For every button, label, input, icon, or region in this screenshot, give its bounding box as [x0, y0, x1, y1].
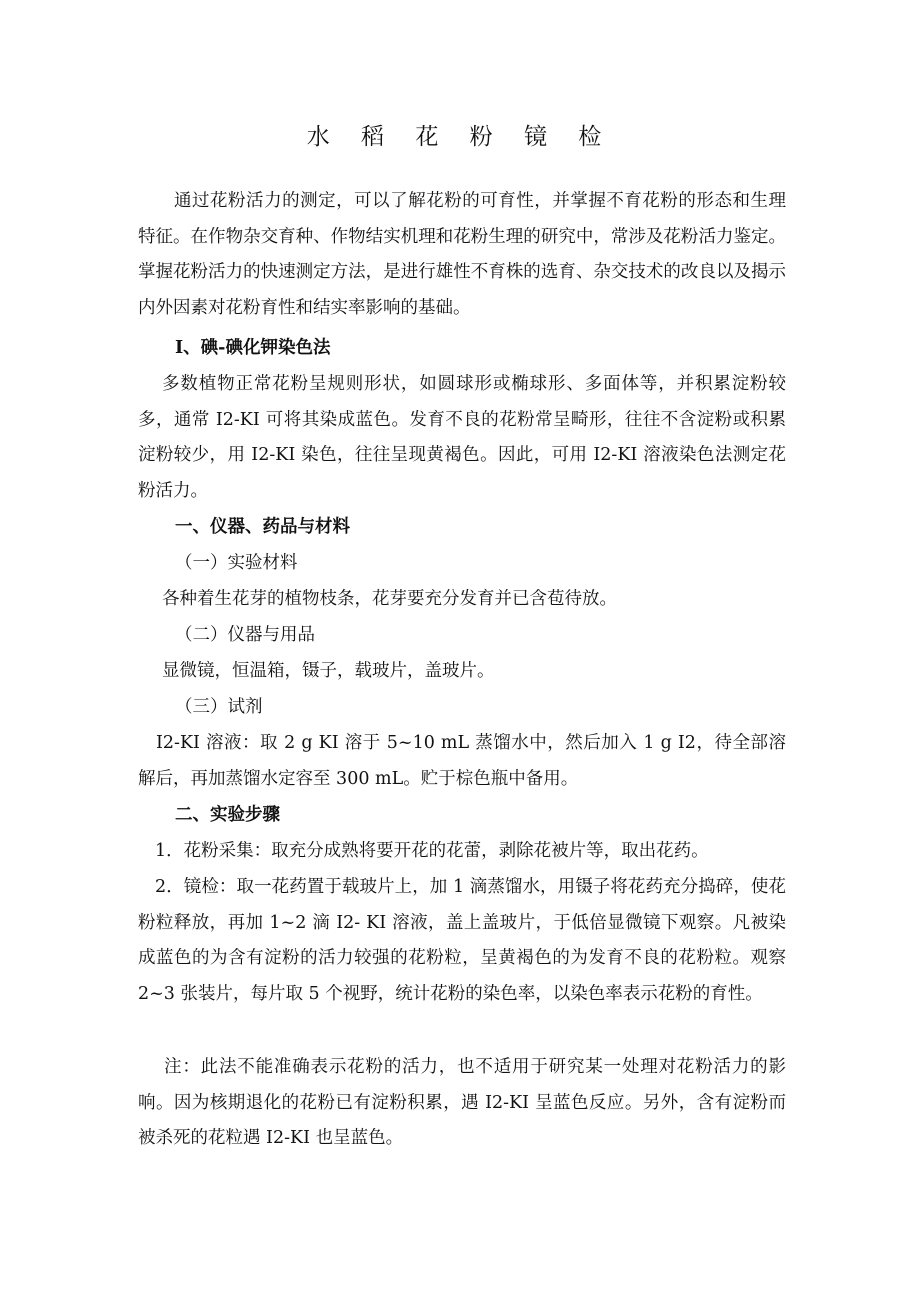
page-title: 水 稻 花 粉 镜 检 — [306, 124, 614, 150]
subsection-materials-title: （一）实验材料 — [175, 553, 298, 573]
subsection-reagents-title: （三）试剂 — [175, 697, 263, 717]
step-1: 1．花粉采集：取充分成熟将要开花的花蕾，剥除花被片等，取出花药。 — [155, 841, 709, 861]
subsection-instruments-text: 显微镜，恒温箱，镊子，载玻片，盖玻片。 — [162, 661, 495, 681]
method-heading: Ⅰ、碘-碘化钾染色法 — [175, 338, 331, 358]
intro-paragraph: 通过花粉活力的测定，可以了解花粉的可育性，并掌握不育花粉的形态和生理特征。在作物杂交育种、作物结实机理和花粉生理的研究中，常涉及花粉活力鉴定。掌握花粉活力的快速测定方法，是进行雄性不育株的选育、杂交技术的改良以及揭示内外因素对花粉育性和结实率影响的基础。 — [138, 191, 786, 318]
subsection-reagents-text: I2-KI 溶液：取 2 g KI 溶于 5~10 mL 蒸馏水中，然后加入 1 g I2，待全部溶解后，再加蒸馏水定容至 300 mL。贮于棕色瓶中备用。 — [138, 733, 786, 789]
note-paragraph: 注：此法不能准确表示花粉的活力，也不适用于研究某一处理对花粉活力的影响。因为核期退化的花粉已有淀粉积累，遇 I2-KI 呈蓝色反应。另外，含有淀粉而被杀死的花粒遇 I2-KI 也呈蓝色。 — [138, 1057, 786, 1148]
section1-heading: 一、仪器、药品与材料 — [175, 517, 350, 537]
subsection-materials-text: 各种着生花芽的植物枝条，花芽要充分发育并已含苞待放。 — [162, 589, 617, 609]
method-paragraph: 多数植物正常花粉呈规则形状，如圆球形或椭球形、多面体等，并积累淀粉较多，通常 I2-KI 可将其染成蓝色。发育不良的花粉常呈畸形，往往不含淀粉或积累淀粉较少，用 I2-KI 染色，往往呈现黄褐色。因此，可用 I2-KI 溶液染色法测定花粉活力。 — [138, 374, 786, 501]
subsection-instruments-title: （二）仪器与用品 — [175, 625, 315, 645]
section2-heading: 二、实验步骤 — [175, 805, 280, 825]
step-2: 2．镜检：取一花药置于载玻片上，加 1 滴蒸馏水，用镊子将花药充分捣碎，使花粉粒释放，再加 1~2 滴 I2- KI 溶液，盖上盖玻片，于低倍显微镜下观察。凡被染成蓝色的为含有淀粉的活力较强的花粉粒，呈黄褐色的为发育不良的花粉粒。观察 2~3 张装片，每片取 5 个视野，统计花粉的染色率，以染色率表示花粉的育性。 — [138, 877, 786, 1004]
